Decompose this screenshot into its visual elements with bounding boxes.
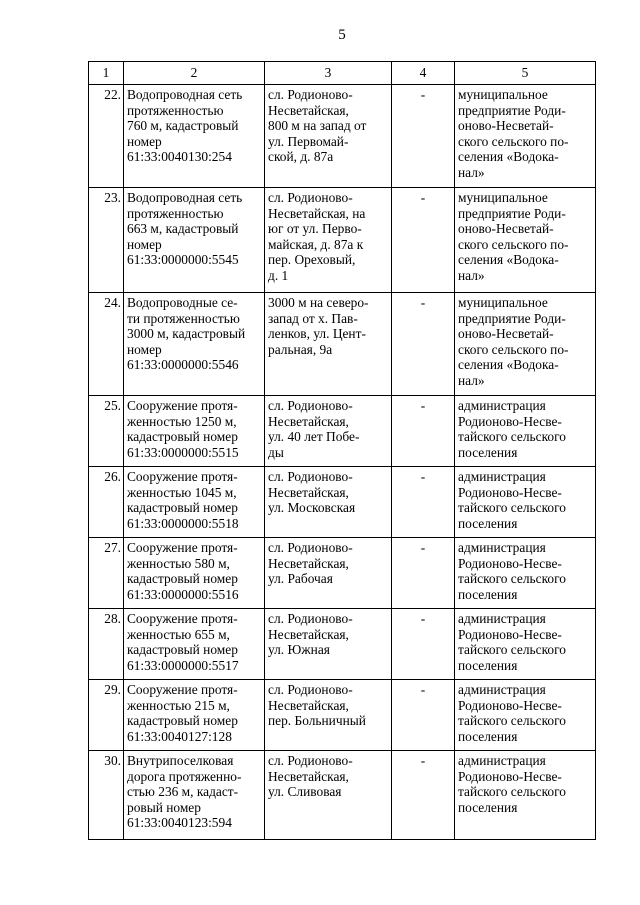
object-location: сл. Родионово- Несветайская, ул. Сливовая: [265, 751, 392, 840]
object-location: сл. Родионово- Несветайская, ул. Московская: [265, 467, 392, 538]
right-holder: администрация Родионово-Несве- тайского сельского поселения: [455, 396, 596, 467]
object-location: 3000 м на северо- запад от х. Пав- ленков, ул. Цент- ральная, 9а: [265, 293, 392, 396]
column-header-1: 1: [89, 62, 124, 85]
object-description: Сооружение протя- женностью 1045 м, кадастровый номер 61:33:0000000:5518: [124, 467, 265, 538]
row-number: 27.: [89, 538, 124, 609]
right-holder: администрация Родионово-Несве- тайского сельского поселения: [455, 751, 596, 840]
table-row: [89, 467, 596, 538]
table-row: [89, 680, 596, 751]
column-header-3: 3: [265, 62, 392, 85]
object-location: сл. Родионово- Несветайская, 800 м на запад от ул. Первомай- ской, д. 87а: [265, 85, 392, 188]
row-number: 26.: [89, 467, 124, 538]
table-row: [89, 538, 596, 609]
row-number: 24.: [89, 293, 124, 396]
property-register-table: [88, 61, 596, 840]
column-header-5: 5: [455, 62, 596, 85]
row-number: 25.: [89, 396, 124, 467]
column-4-value: -: [392, 85, 455, 188]
object-description: Внутрипоселковая дорога протяженно- стью 236 м, кадаст- ровый номер 61:33:0040123:594: [124, 751, 265, 840]
column-4-value: -: [392, 680, 455, 751]
object-location: сл. Родионово- Несветайская, ул. Южная: [265, 609, 392, 680]
object-description: Сооружение протя- женностью 580 м, кадастровый номер 61:33:0000000:5516: [124, 538, 265, 609]
table-row: [89, 751, 596, 840]
row-number: 30.: [89, 751, 124, 840]
table-row: [89, 85, 596, 188]
right-holder: администрация Родионово-Несве- тайского сельского поселения: [455, 609, 596, 680]
object-description: Сооружение протя- женностью 1250 м, кадастровый номер 61:33:0000000:5515: [124, 396, 265, 467]
column-4-value: -: [392, 751, 455, 840]
table-row: [89, 609, 596, 680]
right-holder: муниципальное предприятие Роди- оново-Несветай- ского сельского по- селения «Водока- нал»: [455, 188, 596, 293]
object-description: Сооружение протя- женностью 215 м, кадастровый номер 61:33:0040127:128: [124, 680, 265, 751]
column-number-header-row: [89, 62, 596, 85]
right-holder: администрация Родионово-Несве- тайского сельского поселения: [455, 467, 596, 538]
object-description: Водопроводная сеть протяженностью 663 м, кадастровый номер 61:33:0000000:5545: [124, 188, 265, 293]
object-description: Водопроводные се- ти протяженностью 3000 м, кадастровый номер 61:33:0000000:5546: [124, 293, 265, 396]
right-holder: муниципальное предприятие Роди- оново-Несветай- ского сельского по- селения «Водока- нал»: [455, 293, 596, 396]
column-4-value: -: [392, 467, 455, 538]
page-number: 5: [338, 27, 346, 43]
object-description: Сооружение протя- женностью 655 м, кадастровый номер 61:33:0000000:5517: [124, 609, 265, 680]
right-holder: администрация Родионово-Несве- тайского сельского поселения: [455, 538, 596, 609]
row-number: 23.: [89, 188, 124, 293]
column-4-value: -: [392, 396, 455, 467]
object-location: сл. Родионово- Несветайская, на юг от ул. Перво- майская, д. 87а к пер. Ореховый, д. 1: [265, 188, 392, 293]
right-holder: администрация Родионово-Несве- тайского сельского поселения: [455, 680, 596, 751]
column-4-value: -: [392, 538, 455, 609]
object-description: Водопроводная сеть протяженностью 760 м, кадастровый номер 61:33:0040130:254: [124, 85, 265, 188]
row-number: 28.: [89, 609, 124, 680]
table-row: [89, 188, 596, 293]
object-location: сл. Родионово- Несветайская, ул. 40 лет Побе- ды: [265, 396, 392, 467]
column-header-4: 4: [392, 62, 455, 85]
object-location: сл. Родионово- Несветайская, ул. Рабочая: [265, 538, 392, 609]
register-body: [89, 85, 596, 840]
object-location: сл. Родионово- Несветайская, пер. Больничный: [265, 680, 392, 751]
table-row: [89, 396, 596, 467]
column-4-value: -: [392, 293, 455, 396]
column-4-value: -: [392, 609, 455, 680]
right-holder: муниципальное предприятие Роди- оново-Несветай- ского сельского по- селения «Водока- нал»: [455, 85, 596, 188]
column-header-2: 2: [124, 62, 265, 85]
row-number: 22.: [89, 85, 124, 188]
column-4-value: -: [392, 188, 455, 293]
row-number: 29.: [89, 680, 124, 751]
table-row: [89, 293, 596, 396]
